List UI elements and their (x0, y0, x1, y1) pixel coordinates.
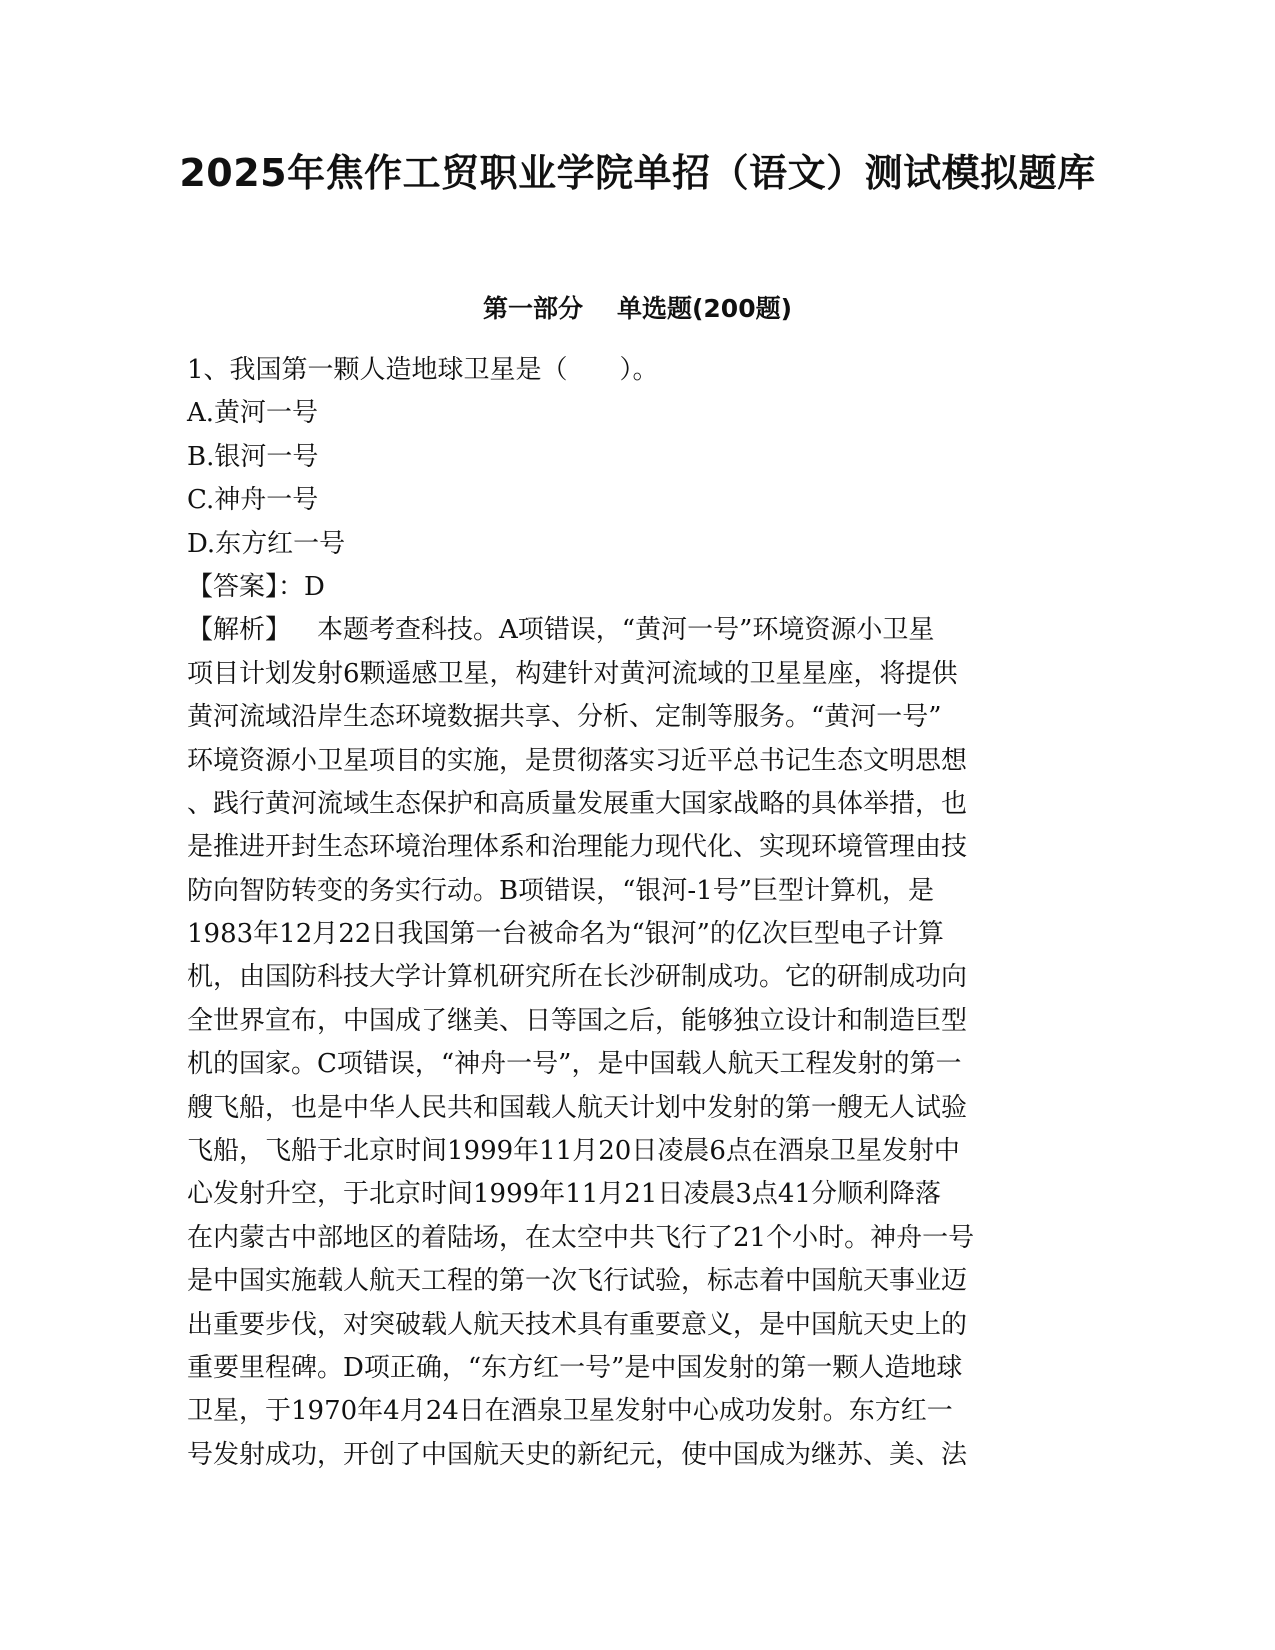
option-b: B.银河一号 (187, 441, 319, 472)
section-title (0, 289, 1275, 329)
analysis-line: 环境资源小卫星项目的实施，是贯彻落实习近平总书记生态文明思想 (187, 745, 968, 776)
option-c: C.神舟一号 (187, 485, 319, 516)
answer-line: 【答案】：D (187, 571, 325, 602)
analysis (187, 609, 1092, 1477)
analysis-line: 项目计划发射6颗遥感卫星，构建针对黄河流域的卫星星座，将提供 (187, 658, 958, 689)
analysis-line: 全世界宣布，中国成了继美、日等国之后，能够独立设计和制造巨型 (187, 1005, 968, 1036)
analysis-line: 机，由国防科技大学计算机研究所在长沙研制成功。它的研制成功向 (187, 962, 968, 993)
analysis-line: 卫星，于1970年4月24日在酒泉卫星发射中心成功发射。东方红一 (187, 1396, 953, 1427)
analysis-line: 号发射成功，开创了中国航天史的新纪元，使中国成为继苏、美、法 (187, 1439, 968, 1470)
section-part: 第一部分 (482, 294, 583, 323)
analysis-line: 防向智防转变的务实行动。B项错误，“银河-1号”巨型计算机，是 (187, 875, 935, 906)
analysis-line: 是中国实施载人航天工程的第一次飞行试验，标志着中国航天事业迈 (187, 1266, 968, 1297)
analysis-line: 心发射升空，于北京时间1999年11月21日凌晨3点41分顺利降落 (187, 1179, 941, 1210)
option-a: A.黄河一号 (187, 398, 319, 429)
analysis-line: 在内蒙古中部地区的着陆场，在太空中共飞行了21个小时。神舟一号 (187, 1222, 975, 1253)
question-stem: 1、我国第一颗人造地球卫星是（ ）。 (187, 355, 659, 385)
analysis-label: 【解析】 (187, 615, 292, 646)
analysis-line: 是推进开封生态环境治理体系和治理能力现代化、实现环境管理由技 (187, 832, 968, 863)
section-name: 单选题(200题) (616, 294, 793, 323)
analysis-line: 艘飞船，也是中华人民共和国载人航天计划中发射的第一艘无人试验 (187, 1092, 968, 1123)
analysis-line (187, 609, 1092, 652)
analysis-line: 重要里程碑。D项正确，“东方红一号”是中国发射的第一颗人造地球 (187, 1352, 963, 1383)
analysis-text: 本题考查科技。A项错误，“黄河一号”环境资源小卫星 (317, 615, 935, 646)
analysis-line: 1983年12月22日我国第一台被命名为“银河”的亿次巨型电子计算 (187, 919, 944, 950)
analysis-line: 黄河流域沿岸生态环境数据共享、分析、定制等服务。“黄河一号” (187, 702, 942, 733)
option-d: D.东方红一号 (187, 528, 346, 559)
question-block (187, 349, 1092, 1477)
analysis-line: 出重要步伐，对突破载人航天技术具有重要意义，是中国航天史上的 (187, 1309, 968, 1340)
analysis-line: 飞船，飞船于北京时间1999年11月20日凌晨6点在酒泉卫星发射中 (187, 1136, 960, 1167)
analysis-line: 、践行黄河流域生态保护和高质量发展重大国家战略的具体举措，也 (187, 788, 968, 819)
analysis-line: 机的国家。C项错误，“神舟一号”，是中国载人航天工程发射的第一 (187, 1049, 962, 1080)
document-title: 2025年焦作工贸职业学院单招（语文）测试模拟题库 (179, 151, 1096, 195)
